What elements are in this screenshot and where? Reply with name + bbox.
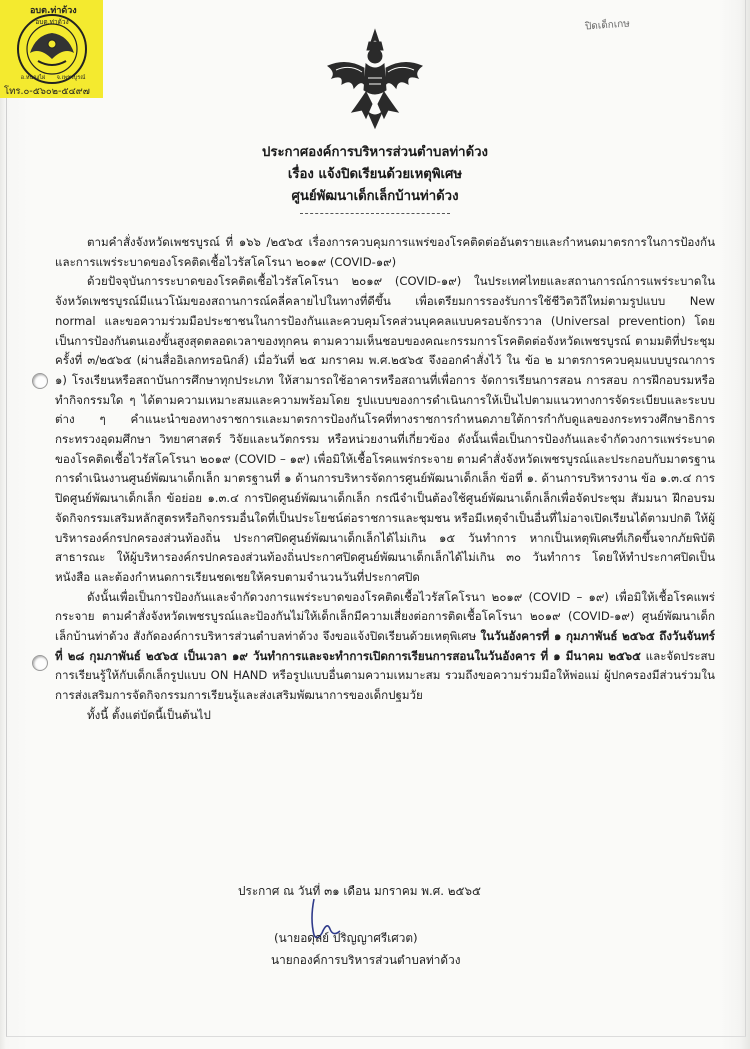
header-org: ประกาศองค์การบริหารส่วนตำบลท่าด้วง	[262, 145, 488, 160]
closure-text-c: และจัดประสบการเรียนรู้ให้กับเด็กเล็กรูปแบบ ON HAND หรือรูปแบบอื่นตามความเหมาะสม รวมถึงขอความร่วมมือให้พ่อแม่ ผู้ปกครองมีส่วนร่วมในการส่งเสริมการจัดกิจกรรมการเรียนรู้และส่งเสริมพัฒนาการของเด็กปฐมวัย	[55, 648, 715, 703]
seal-right-text: จ.เพชรบูรณ์	[56, 75, 86, 81]
sao-stamp	[0, 0, 103, 98]
stamp-title: อบต.ท่าด้วง	[30, 6, 77, 16]
seal-top-text: อบต.ท่าด้วง	[35, 18, 69, 26]
paragraph-effective: ทั้งนี้ ตั้งแต่บัดนี้เป็นต้นไป	[87, 707, 211, 722]
header-divider	[300, 213, 450, 214]
signer-title: นายกองค์การบริหารส่วนตำบลท่าด้วง	[271, 953, 461, 967]
paragraph-order: ตามคำสั่งจังหวัดเพชรบูรณ์ ที่ ๑๖๖ /๒๕๖๕ เรื่องการควบคุมการแพร่ของโรคติดต่ออันตรายและกำหนดมาตรการในการป้องกัน และการแพร่ระบาดของโรคติดเชื้อไวรัสโคโรนา ๒๐๑๙ (COVID-๑๙)	[55, 235, 715, 269]
sao-seal-icon	[16, 13, 88, 85]
stamp-phone: โทร.๐-๕๖๐๒-๕๔๙๗	[4, 86, 90, 97]
seal-left-text: อ.หนองไผ่	[20, 75, 46, 81]
handwritten-note: ปิดเด็กเกษ	[584, 18, 631, 33]
garuda-emblem-icon	[322, 28, 428, 132]
header-center: ศูนย์พัฒนาเด็กเล็กบ้านท่าด้วง	[291, 189, 459, 204]
punch-hole	[32, 655, 48, 671]
announcement-body	[55, 233, 715, 726]
header-subject: เรื่อง แจ้งปิดเรียนด้วยเหตุพิเศษ	[287, 167, 463, 182]
closure-dates: ในวันอังคารที่ ๑ กุมภาพันธ์ ๒๕๖๕ ถึงวันจันทร์ที่ ๒๘ กุมภาพันธ์ ๒๕๖๕ เป็นเวลา ๑๙ วันทำการและจะทำการเปิดการเรียนการสอนในวันอังคาร ที่ ๑ มีนาคม ๒๕๖๕	[55, 629, 716, 663]
announce-date: ประกาศ ณ วันที่ ๓๑ เดือน มกราคม พ.ศ. ๒๕๖๕	[238, 884, 481, 898]
paragraph-closure	[55, 588, 715, 706]
paragraph-background: ด้วยปัจจุบันการระบาดของโรคติดเชื้อไวรัสโคโรนา ๒๐๑๙ (COVID-๑๙) ในประเทศไทยและสถานการณ์การแพร่ระบาดในจังหวัดเพชรบูรณ์มีแนวโน้มของสถานการณ์คลี่คลายไปในทางที่ดีขึ้น เพื่อเตรียมการรองรับการใช้ชีวิตวิถีใหม่ตามรูปแบบ New normal และขอความร่วมมือประชาชนในการป้องกันและควบคุมโรคส่วนบุคคลแบบครอบจักรวาล (Universal prevention) โดยเป็นการป้องกันตนเองขั้นสูงสุดตลอดเวลาของทุกคน ตามความเห็นชอบของคณะกรรมการโรคติดต่อจังหวัดเพชรบูรณ์ ตามมติที่ประชุมครั้งที่ ๓/๒๕๖๕ (ผ่านสื่ออิเลกทรอนิกส์) เมื่อวันที่ ๒๕ มกราคม พ.ศ.๒๕๖๕ จึงออกคำสั่งไว้ ใน ข้อ ๒ มาตรการควบคุมแบบบูรณาการ ๑) โรงเรียนหรือสถาบันการศึกษาทุกประเภท ให้สามารถใช้อาคารหรือสถานที่เพื่อการ จัดการเรียนการสอน การสอบ การฝึกอบรมหรือทำกิจกรรมใด ๆ ได้ตามความเหมาะสมและความพร้อมโดย รูปแบบของการดำเนินการให้เป็นไปตามแนวทางการจัดระเบียบและระบบต่าง ๆ คำแนะนำของทางราชการและมาตรการป้องกันโรคที่ทางราชการกำหนดภายใต้การกำกับดูแลของกระทรวงศึกษาธิการ กระทรวงอุดมศึกษา วิทยาศาสตร์ วิจัยและนวัตกรรม หรือหน่วยงานที่เกี่ยวข้อง ดังนั้นเพื่อเป็นการป้องกันและจำกัดวงการแพร่ระบาดของโรคติดเชื้อไวรัสโคโรนา ๒๐๑๙ (COVID – ๑๙) เพื่อมิให้เชื้อโรคแพร่กระจาย ตามคำสั่งจังหวัดเพชรบูรณ์และประกอบกับมาตรฐานการดำเนินงานศูนย์พัฒนาเด็กเล็ก มาตรฐานที่ ๑ ด้านการบริหารจัดการศูนย์พัฒนาเด็กเล็ก ข้อที่ ๑. ด้านการบริหารงาน ข้อ ๑.๓.๔ การปิดศูนย์พัฒนาเด็กเล็ก ข้อย่อย ๑.๓.๔ การปิดศูนย์พัฒนาเด็กเล็ก กรณีจำเป็นต้องใช้ศูนย์พัฒนาเด็กเล็กเพื่อจัดประชุม สัมมนา ฝึกอบรม จัดกิจกรรมเสริมหลักสูตรหรือกิจกรรมอื่นใดที่เป็นประโยชน์ต่อราชการและชุมชน หรือมีเหตุจำเป็นอื่นที่ไม่อาจเปิดเรียนได้ตามปกติ ให้ผู้บริหารองค์กรปกครองส่วนท้องถิ่น ประกาศปิดศูนย์พัฒนาเด็กเล็กได้ไม่เกิน ๑๕ วันทำการ หากเป็นเหตุพิเศษที่เกิดขึ้นจากภัยพิบัติสาธารณะ ให้ผู้บริหารองค์กรปกครองส่วนท้องถิ่นประกาศปิดศูนย์พัฒนาเด็กเล็กได้ไม่เกิน ๓๐ วันทำการ โดยให้ทำประกาศปิดเป็นหนังสือ และต้องกำหนดการเรียนชดเชยให้ครบตามจำนวนวันที่ประกาศปิด	[55, 274, 715, 584]
signer-name: (นายอดุลย์ ปริญญาศรีเศวต)	[274, 931, 418, 945]
punch-hole	[32, 373, 48, 389]
closure-text-a: ดังนั้นเพื่อเป็นการป้องกันและจำกัดวงการแพร่ระบาดของโรคติดเชื้อไวรัสโคโรนา ๒๐๑๙ (COVID – ๑๙) เพื่อมิให้เชื้อโรคแพร่กระจาย ตามคำสั่งจังหวัดเพชรบูรณ์และป้องกันไม่ให้เด็กเล็กมีความเสี่ยงต่อการติดเชื้อโคโรนา ๒๐๑๙ (COVID-๑๙) ศูนย์พัฒนาเด็กเล็กบ้านท่าด้วง สังกัดองค์การบริหารส่วนตำบลท่าด้วง จึงขอแจ้งปิดเรียนด้วยเหตุพิเศษ	[55, 589, 715, 644]
